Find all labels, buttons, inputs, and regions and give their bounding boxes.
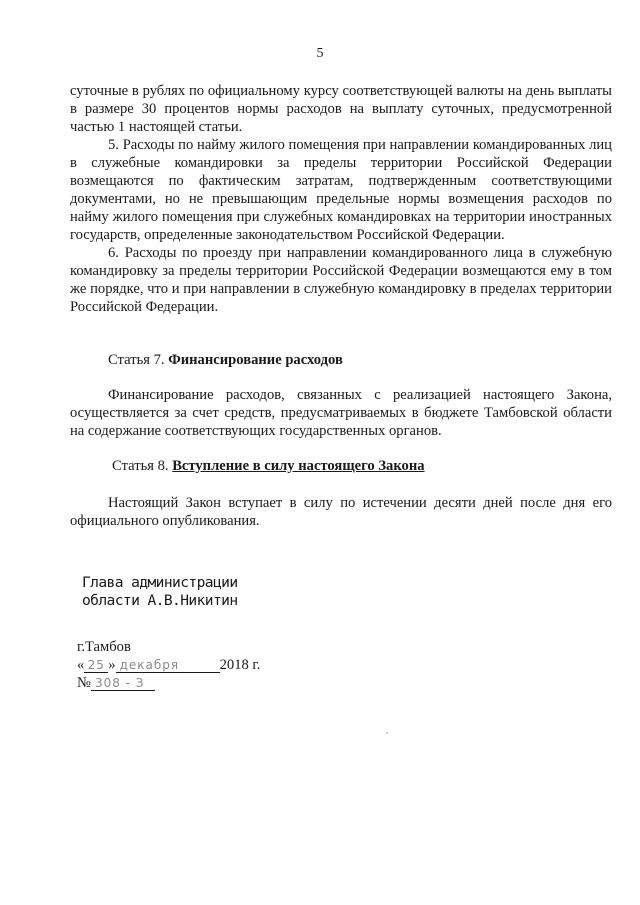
number-prefix: № — [77, 675, 91, 691]
month-field — [116, 658, 220, 673]
article-8-prefix: Статья 8. — [112, 458, 169, 474]
article-8-title: Вступление в силу настоящего Закона — [172, 458, 425, 474]
page-number: 5 — [316, 46, 324, 61]
quote-close: » — [108, 657, 116, 673]
paragraph-6: 6. Расходы по проезду при направлении командированного лица в служебную командировку за пределы территории Российской Федерации возмещаются ему в том же порядке, что и при направлении в служебную командировку в пределах территории Российской Федерации. — [70, 245, 612, 315]
paragraph-5: 5. Расходы по найму жилого помещения при направлении командированных лиц в служебные командировки за пределы территории Российской Федерации возмещаются по фактическим затратам, подтвержденным соответствующими документами, но не превышающим предельные нормы возмещения расходов по найму жилого помещения при служебных командировках на территории иностранных государств, определенные законодательством Российской Федерации. — [70, 137, 612, 243]
signature-name: области А.В.Никитин — [82, 592, 238, 609]
date-line — [77, 656, 260, 674]
article-7-body: Финансирование расходов, связанных с реализацией настоящего Закона, осуществляется за счет средств, предусматриваемых в бюджете Тамбовской области на содержание соответствующих государственных органов. — [70, 387, 612, 439]
article-7-heading — [108, 351, 343, 369]
law-text-part1 — [70, 82, 612, 316]
scan-speck — [386, 732, 388, 734]
article-7-title: Финансирование расходов — [168, 352, 343, 368]
city-line: г.Тамбов — [77, 639, 131, 655]
article-8-heading — [112, 457, 425, 475]
quote-open: « — [77, 657, 85, 673]
intro-paragraph: суточные в рублях по официальному курсу соответствующей валюты на день выплаты в размере 30 процентов нормы расходов на выплату суточных, предусмотренной частью 1 настоящей статьи. — [70, 83, 612, 135]
number-line — [77, 674, 155, 692]
article-8-text — [70, 494, 612, 530]
article-8-body: Настоящий Закон вступает в силу по истечении десяти дней после дня его официального опубликования. — [70, 495, 612, 529]
year-text: 2018 г. — [219, 657, 261, 673]
article-7-text — [70, 386, 612, 440]
day-field — [84, 658, 108, 673]
number-value: 308 - З — [94, 676, 145, 690]
day-value: 25 — [87, 658, 105, 672]
number-field — [91, 676, 155, 691]
month-value: декабря — [119, 658, 180, 672]
signature-title: Глава администрации — [82, 574, 238, 591]
article-7-prefix: Статья 7. — [108, 352, 165, 368]
